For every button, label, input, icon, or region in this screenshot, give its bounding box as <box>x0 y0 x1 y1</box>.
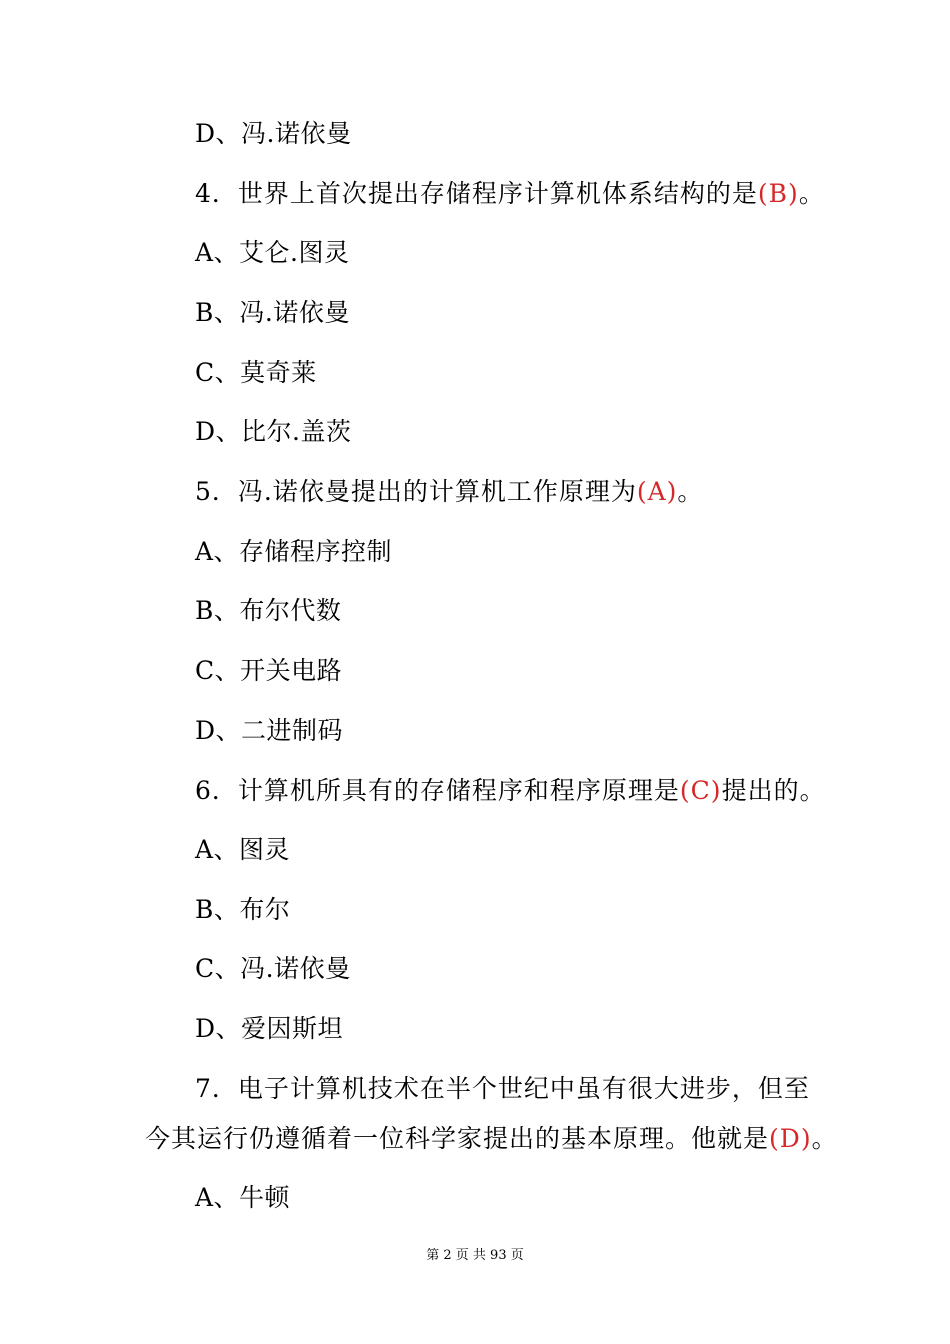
page-number: 第 2 页 共 93 页 <box>426 1248 524 1263</box>
question-suffix: 提出的。 <box>721 776 826 805</box>
option-line <box>195 714 343 748</box>
answer-mark: (C) <box>679 776 722 805</box>
question-suffix: 。 <box>798 179 825 208</box>
line-text: A、图灵 <box>195 835 291 864</box>
line-text: C、冯.诺依曼 <box>195 954 351 983</box>
question-suffix: 。 <box>677 477 704 506</box>
question-line-continued <box>145 1122 838 1156</box>
option-line <box>195 833 290 867</box>
line-text: D、冯.诺依曼 <box>195 119 352 148</box>
line-text: B、布尔 <box>195 895 291 924</box>
option-line <box>195 1181 290 1215</box>
line-text: C、开关电路 <box>195 656 343 685</box>
line-text: D、爱因斯坦 <box>195 1014 344 1043</box>
line-text: A、艾仑.图灵 <box>195 238 350 267</box>
option-line <box>195 893 290 927</box>
question-line <box>195 774 826 808</box>
option-line <box>195 654 342 688</box>
answer-mark: (B) <box>757 179 799 208</box>
line-text: B、冯.诺依曼 <box>195 298 350 327</box>
question-text: 今其运行仍遵循着一位科学家提出的基本原理。他就是 <box>145 1124 770 1153</box>
question-line <box>195 1072 810 1106</box>
option-line <box>195 415 352 449</box>
option-line <box>195 117 352 151</box>
option-line <box>195 296 350 330</box>
question-line <box>195 177 825 211</box>
option-line <box>195 594 341 628</box>
question-text: 4．世界上首次提出存储程序计算机体系结构的是 <box>195 179 758 208</box>
question-text: 6．计算机所具有的存储程序和程序原理是 <box>195 776 680 805</box>
answer-mark: (A) <box>636 477 678 506</box>
line-text: D、比尔.盖茨 <box>195 417 352 446</box>
question-suffix: 。 <box>811 1124 838 1153</box>
question-text: 5．冯.诺依曼提出的计算机工作原理为 <box>195 477 637 506</box>
line-text: A、存储程序控制 <box>195 537 393 566</box>
question-text: 7．电子计算机技术在半个世纪中虽有很大进步，但至 <box>195 1074 810 1103</box>
option-line <box>195 356 317 390</box>
option-line <box>195 236 350 270</box>
question-line <box>195 475 703 509</box>
option-line <box>195 535 392 569</box>
option-line <box>195 952 351 986</box>
line-text: A、牛顿 <box>195 1183 291 1212</box>
page-footer <box>0 1247 950 1265</box>
answer-mark: (D) <box>769 1124 812 1153</box>
option-line <box>195 1012 343 1046</box>
line-text: B、布尔代数 <box>195 596 342 625</box>
line-text: C、莫奇莱 <box>195 358 317 387</box>
line-text: D、二进制码 <box>195 716 344 745</box>
